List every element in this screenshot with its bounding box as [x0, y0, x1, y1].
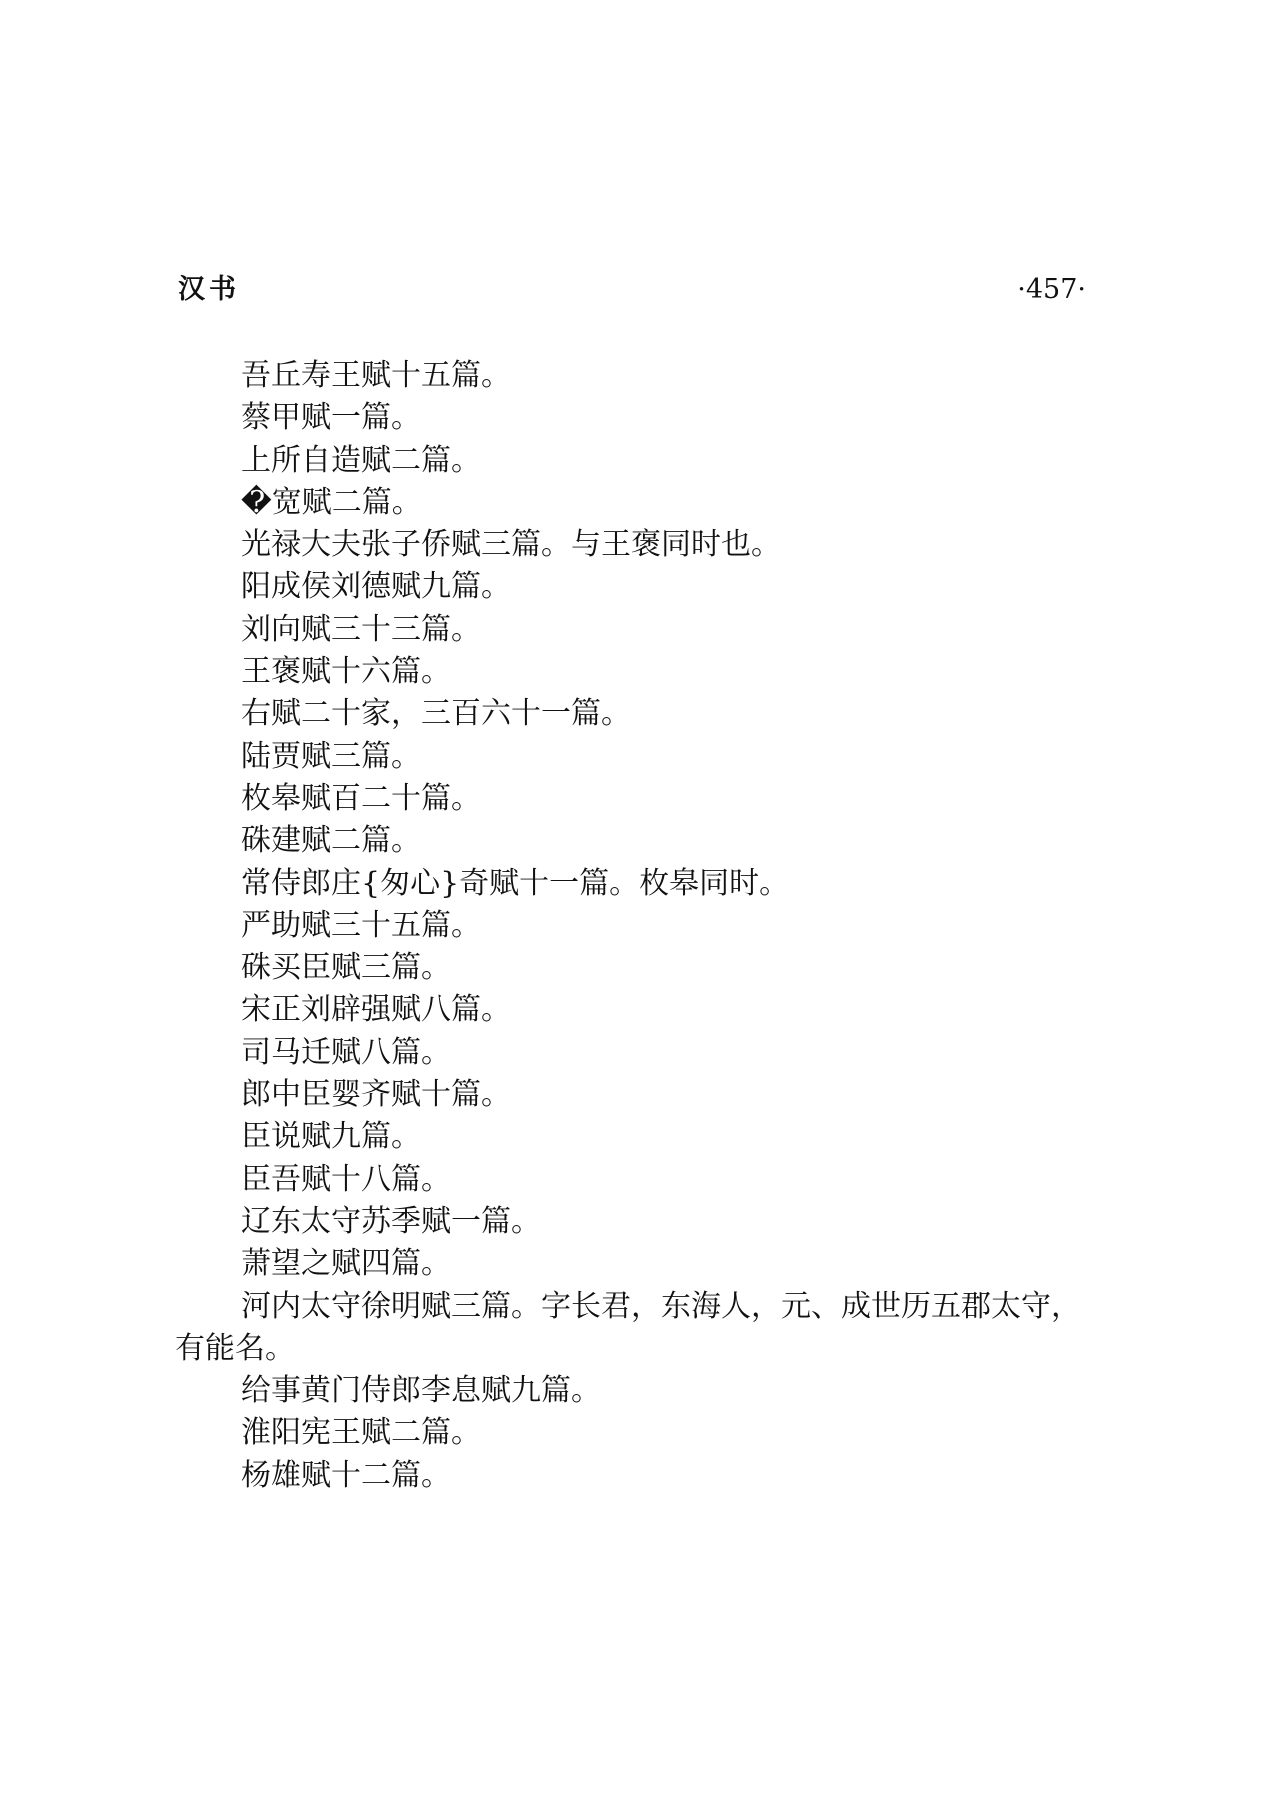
text-line: 光禄大夫张子侨赋三篇。与王褒同时也。	[241, 527, 781, 563]
text-line: 司马迁赋八篇。	[241, 1034, 451, 1070]
text-line: 臣吾赋十八篇。	[241, 1161, 451, 1197]
text-line: 宋正刘辟强赋八篇。	[241, 992, 511, 1028]
text-line: 上所自造赋二篇。	[241, 442, 481, 478]
text-line: 严助赋三十五篇。	[241, 907, 481, 943]
text-line: 郎中臣婴齐赋十篇。	[241, 1077, 511, 1113]
page-number: ·457·	[1017, 274, 1086, 305]
text-line: 吾丘寿王赋十五篇。	[241, 358, 511, 393]
text-line: 常侍郎庄{匆心}奇赋十一篇。枚皋同时。	[241, 865, 790, 901]
text-line: 王褒赋十六篇。	[241, 654, 451, 690]
text-line: 萧望之赋四篇。	[241, 1246, 451, 1282]
running-header	[178, 270, 1086, 310]
text-line: 淮阳宪王赋二篇。	[241, 1415, 481, 1451]
text-line: 刘向赋三十三篇。	[241, 611, 481, 647]
text-line: 硃建赋二篇。	[241, 823, 421, 859]
text-line: 枚皋赋百二十篇。	[241, 780, 481, 816]
text-line: 右赋二十家，三百六十一篇。	[241, 696, 631, 732]
text-line: 硃买臣赋三篇。	[241, 950, 451, 986]
text-line: 河内太守徐明赋三篇。字长君，东海人，元、成世历五郡太守，有能名。	[175, 1288, 1081, 1366]
text-line: 辽东太守苏季赋一篇。	[241, 1203, 541, 1239]
text-line: �宽赋二篇。	[241, 484, 422, 520]
text-line: 杨雄赋十二篇。	[241, 1457, 451, 1493]
book-title: 汉书	[178, 274, 240, 305]
text-line: 蔡甲赋一篇。	[241, 400, 421, 436]
text-line: 陆贾赋三篇。	[241, 738, 421, 774]
text-line: 阳成侯刘德赋九篇。	[241, 569, 511, 605]
text-line: 臣说赋九篇。	[241, 1119, 421, 1155]
body-text	[175, 355, 1090, 1497]
text-line: 给事黄门侍郎李息赋九篇。	[241, 1373, 601, 1409]
